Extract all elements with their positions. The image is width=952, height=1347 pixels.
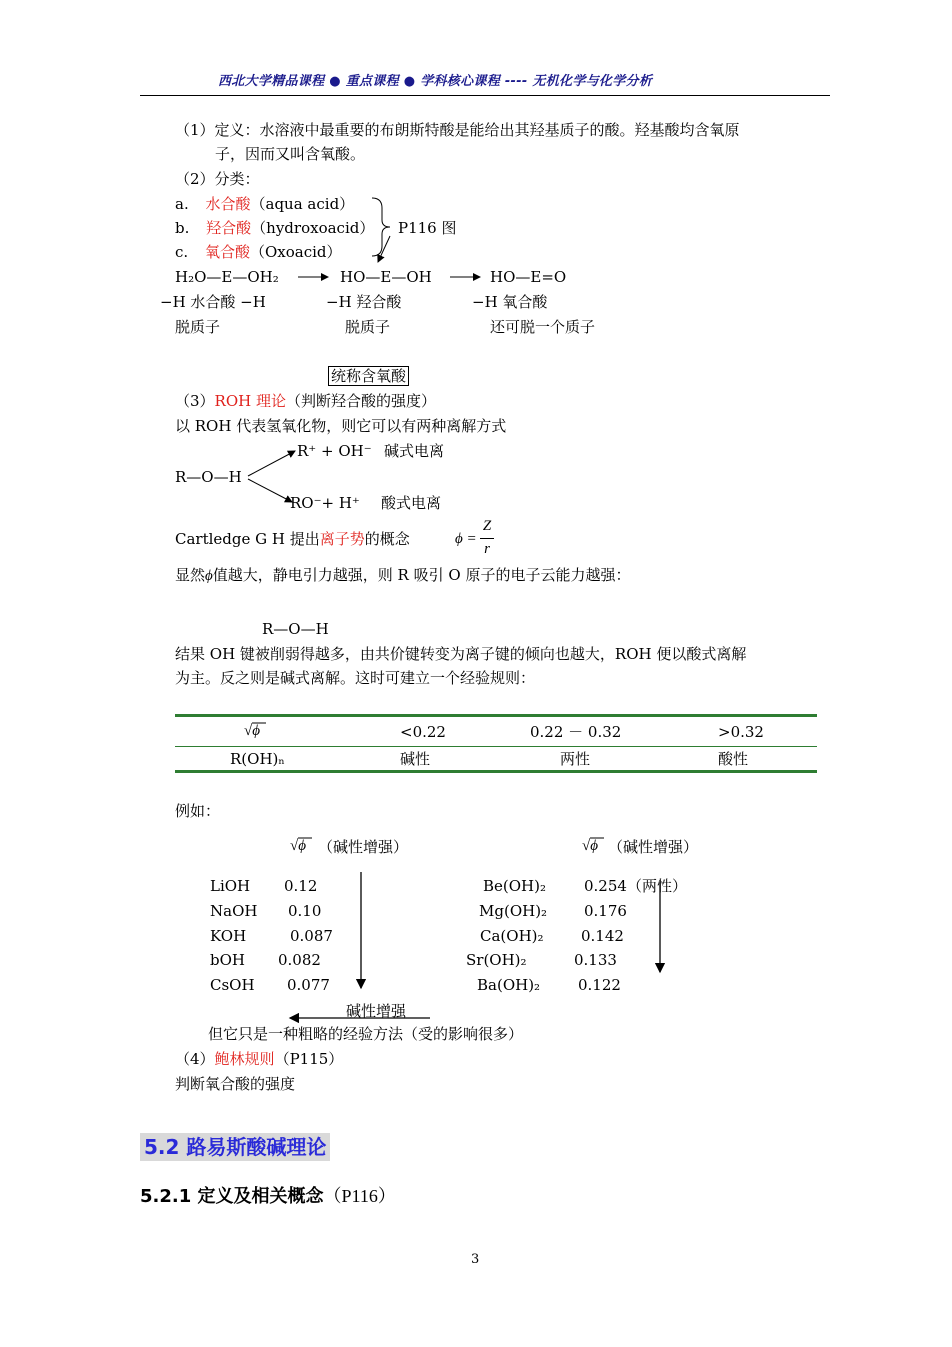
left-example-value: 0.12 bbox=[284, 877, 318, 895]
obvious-b: 值越大，静电引力越强，则 R 吸引 O 原子的电子云能力越强： bbox=[212, 566, 631, 584]
deprotonation-label-3: 还可脱一个质子 bbox=[490, 318, 596, 336]
right-example-name: Mg(OH)₂ bbox=[479, 902, 548, 920]
class-c-prefix: c. bbox=[175, 243, 189, 261]
left-increase-label: （碱性增强） bbox=[318, 838, 409, 856]
cartledge-rest: 的概念 bbox=[364, 530, 410, 548]
right-example-value: 0.142 bbox=[581, 927, 624, 945]
phi-equals: ϕ = bbox=[455, 531, 477, 547]
class-b-term: 羟合酸 bbox=[206, 219, 252, 237]
table-row-label: R(OH)ₙ bbox=[230, 750, 285, 768]
aqua-acid-formula: H₂O—E—OH₂ bbox=[175, 268, 279, 286]
left-example-value: 0.10 bbox=[288, 902, 322, 920]
page-header-title: 西北大学精品课程 ● 重点课程 ● 学科核心课程 ---- 无机化学与化学分析 bbox=[218, 74, 653, 89]
fraction-denominator: r bbox=[484, 541, 490, 557]
right-example-value: 0.122 bbox=[578, 976, 621, 994]
class-c-term: 氧合酸 bbox=[204, 243, 250, 261]
table-header-lt-022: <0.22 bbox=[400, 723, 446, 741]
obvious-phi: ϕ bbox=[205, 568, 213, 584]
p116-figure-reference: P116 图 bbox=[398, 219, 457, 237]
class-b-prefix: b. bbox=[175, 219, 190, 237]
right-example-name: Ca(OH)₂ bbox=[480, 927, 544, 945]
left-example-name: NaOH bbox=[210, 902, 258, 920]
pauling-description: 判断氧合酸的强度 bbox=[175, 1075, 296, 1093]
definition-line-2: 子，因而又叫含氧酸。 bbox=[215, 145, 366, 163]
label-hydroxo-acid: −H 羟合酸 bbox=[326, 293, 402, 311]
basic-dissociation-label: 碱式电离 bbox=[384, 442, 445, 460]
pauling-prefix: （4） bbox=[175, 1050, 215, 1068]
table-header-sqrt-phi: √ϕ bbox=[244, 723, 260, 739]
right-example-name: Be(OH)₂ bbox=[483, 877, 546, 895]
brace-arrow bbox=[378, 236, 390, 262]
roh-prefix: （3） bbox=[175, 392, 215, 410]
section-5-2-1-title: 5.2.1 定义及相关概念 bbox=[140, 1186, 324, 1207]
right-example-value: 0.133 bbox=[574, 951, 617, 969]
right-example-value: 0.176 bbox=[584, 902, 627, 920]
roh-theory-rest: （判断羟合酸的强度） bbox=[286, 392, 437, 410]
pauling-rule-term: 鲍林规则 bbox=[214, 1050, 275, 1068]
roh-molecule-2: R—O—H bbox=[262, 620, 329, 638]
example-heading: 例如： bbox=[175, 802, 221, 820]
deprotonation-label-2: 脱质子 bbox=[345, 318, 391, 336]
ionic-potential-term: 离子势 bbox=[319, 530, 365, 548]
obvious-a: 显然 bbox=[175, 566, 206, 584]
right-example-name: Ba(OH)₂ bbox=[477, 976, 541, 994]
rough-method-note: 但它只是一种粗略的经验方法（受的影响很多） bbox=[208, 1025, 524, 1043]
left-example-value: 0.077 bbox=[287, 976, 330, 994]
class-a-prefix: a. bbox=[175, 195, 189, 213]
classification-brace bbox=[372, 198, 390, 256]
label-oxo-acid: −H 氧合酸 bbox=[472, 293, 548, 311]
definition-line-1: （1）定义：水溶液中最重要的布朗斯特酸是能给出其羟基质子的酸。羟基酸均含氧原 bbox=[175, 121, 740, 139]
basic-increase-label: 碱性增强 bbox=[346, 1002, 407, 1020]
class-a-english: （aqua acid） bbox=[250, 195, 355, 213]
roh-theory-term: ROH 理论 bbox=[214, 392, 286, 410]
left-sqrt-phi: √ϕ bbox=[290, 838, 306, 854]
left-example-value: 0.082 bbox=[278, 951, 321, 969]
table-header-gt-032: >0.32 bbox=[718, 723, 764, 741]
acidic-dissociation-ions: RO⁻+ H⁺ bbox=[290, 494, 360, 512]
right-example-value: 0.254（两性） bbox=[584, 877, 687, 895]
result-line-2: 为主。反之则是碱式离解。这时可建立一个经验规则： bbox=[175, 669, 536, 687]
page-number: 3 bbox=[471, 1252, 480, 1267]
right-increase-label: （碱性增强） bbox=[608, 838, 699, 856]
left-example-name: LiOH bbox=[210, 877, 251, 895]
section-5-2-title: 5.2 路易斯酸碱理论 bbox=[140, 1133, 330, 1161]
class-b-english: （hydroxoacid） bbox=[251, 219, 375, 237]
acidic-dissociation-arrow bbox=[248, 479, 292, 502]
table-cell-basic: 碱性 bbox=[400, 750, 431, 768]
pauling-rest: （P115） bbox=[274, 1050, 344, 1068]
oxyacid-collective-label: 统称含氧酸 bbox=[328, 366, 409, 386]
right-example-name: Sr(OH)₂ bbox=[466, 951, 527, 969]
acidic-dissociation-label: 酸式电离 bbox=[381, 494, 442, 512]
deprotonation-label-1: 脱质子 bbox=[175, 318, 221, 336]
label-aqua-acid: −H 水合酸 −H bbox=[160, 293, 266, 311]
table-cell-amphoteric: 两性 bbox=[560, 750, 591, 768]
left-example-name: KOH bbox=[210, 927, 247, 945]
class-a-term: 水合酸 bbox=[205, 195, 251, 213]
cartledge-prefix: Cartledge G H 提出 bbox=[175, 530, 320, 548]
basic-dissociation-arrow bbox=[248, 451, 295, 476]
table-cell-acidic: 酸性 bbox=[718, 750, 749, 768]
classification-heading: （2）分类： bbox=[175, 170, 260, 188]
basic-dissociation-ions: R⁺ + OH⁻ bbox=[297, 442, 372, 460]
result-line-1: 结果 OH 键被削弱得越多，由共价键转变为离子键的倾向也越大，ROH 便以酸式离解 bbox=[175, 645, 747, 663]
left-example-name: bOH bbox=[210, 951, 245, 969]
roh-description: 以 ROH 代表氢氧化物，则它可以有两种离解方式 bbox=[175, 417, 507, 435]
right-sqrt-phi: √ϕ bbox=[582, 838, 598, 854]
oxo-acid-formula: HO—E=O bbox=[490, 268, 567, 286]
roh-molecule: R—O—H bbox=[175, 468, 242, 486]
section-5-2-1-page-ref: （P116） bbox=[323, 1186, 396, 1206]
table-header-022-032: 0.22 － 0.32 bbox=[530, 723, 622, 741]
fraction-numerator: Z bbox=[482, 518, 492, 534]
class-c-english: （Oxoacid） bbox=[249, 243, 342, 261]
left-example-name: CsOH bbox=[210, 976, 255, 994]
left-example-value: 0.087 bbox=[290, 927, 333, 945]
hydroxo-acid-formula: HO—E—OH bbox=[340, 268, 432, 286]
